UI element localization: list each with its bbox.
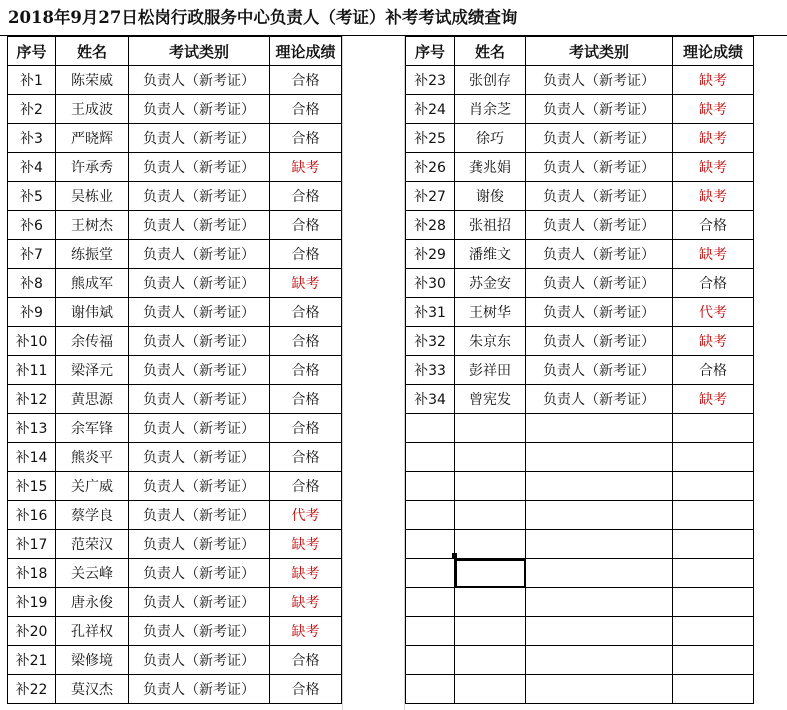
table-row <box>8 124 342 153</box>
table-row <box>406 153 754 182</box>
cell-category[interactable]: 负责人（新考证） <box>526 356 673 385</box>
cell-score[interactable]: 缺考 <box>673 240 754 269</box>
cell-name[interactable]: 陈荣威 <box>56 66 129 95</box>
empty-cell[interactable] <box>455 501 526 530</box>
cell-seq[interactable]: 补33 <box>406 356 455 385</box>
cell-seq[interactable]: 补8 <box>8 269 56 298</box>
table-row <box>8 66 342 95</box>
cell-category[interactable]: 负责人（新考证） <box>526 66 673 95</box>
table-row <box>406 356 754 385</box>
cell-score[interactable]: 代考 <box>270 501 342 530</box>
cell-score[interactable]: 缺考 <box>673 153 754 182</box>
cell-name[interactable]: 梁泽元 <box>56 356 129 385</box>
cell-category[interactable]: 负责人（新考证） <box>129 588 270 617</box>
table-row <box>406 95 754 124</box>
empty-cell[interactable] <box>526 414 673 443</box>
cell-name[interactable]: 余军锋 <box>56 414 129 443</box>
cell-category[interactable]: 负责人（新考证） <box>129 385 270 414</box>
cell-seq[interactable]: 补17 <box>8 530 56 559</box>
cell-score[interactable]: 缺考 <box>673 182 754 211</box>
empty-cell[interactable] <box>526 617 673 646</box>
empty-cell[interactable] <box>455 675 526 704</box>
left-results-table <box>7 36 342 704</box>
cell-category[interactable]: 负责人（新考证） <box>129 646 270 675</box>
cell-category[interactable]: 负责人（新考证） <box>129 269 270 298</box>
cell-name[interactable]: 许承秀 <box>56 153 129 182</box>
cell-name[interactable]: 熊成军 <box>56 269 129 298</box>
cell-name[interactable]: 张祖招 <box>455 211 526 240</box>
cell-seq[interactable]: 补4 <box>8 153 56 182</box>
table-row <box>406 298 754 327</box>
empty-cell[interactable] <box>673 646 754 675</box>
cell-seq[interactable]: 补7 <box>8 240 56 269</box>
cell-score[interactable]: 合格 <box>270 385 342 414</box>
cell-category[interactable]: 负责人（新考证） <box>129 356 270 385</box>
cell-name[interactable]: 谢俊 <box>455 182 526 211</box>
cell-score[interactable]: 缺考 <box>270 588 342 617</box>
cell-seq[interactable]: 补27 <box>406 182 455 211</box>
header-row <box>8 37 342 66</box>
empty-cell[interactable] <box>673 501 754 530</box>
empty-cell[interactable] <box>406 472 455 501</box>
empty-row <box>406 617 754 646</box>
cell-category[interactable]: 负责人（新考证） <box>526 327 673 356</box>
cell-score[interactable]: 合格 <box>673 211 754 240</box>
cell-name[interactable]: 王成波 <box>56 95 129 124</box>
cell-name[interactable]: 苏金安 <box>455 269 526 298</box>
empty-cell[interactable] <box>455 414 526 443</box>
gridline <box>342 36 343 710</box>
empty-cell[interactable] <box>673 472 754 501</box>
cell-seq[interactable]: 补32 <box>406 327 455 356</box>
table-row <box>8 153 342 182</box>
table-row <box>8 95 342 124</box>
empty-cell[interactable] <box>406 559 455 588</box>
empty-cell[interactable] <box>673 617 754 646</box>
empty-cell[interactable] <box>526 530 673 559</box>
cell-seq[interactable]: 补5 <box>8 182 56 211</box>
cell-seq[interactable]: 补14 <box>8 443 56 472</box>
cell-category[interactable]: 负责人（新考证） <box>129 501 270 530</box>
cell-seq[interactable]: 补22 <box>8 675 56 704</box>
header-score[interactable]: 理论成绩 <box>673 37 754 66</box>
empty-cell[interactable] <box>673 414 754 443</box>
header-name[interactable]: 姓名 <box>56 37 129 66</box>
sheet-title[interactable]: 2018年9月27日松岗行政服务中心负责人（考证）补考考试成绩查询 <box>0 0 787 36</box>
cell-score[interactable]: 缺考 <box>673 385 754 414</box>
cell-category[interactable]: 负责人（新考证） <box>129 530 270 559</box>
cell-seq[interactable]: 补30 <box>406 269 455 298</box>
cell-category[interactable]: 负责人（新考证） <box>129 298 270 327</box>
cell-category[interactable]: 负责人（新考证） <box>129 327 270 356</box>
cell-category[interactable]: 负责人（新考证） <box>526 153 673 182</box>
header-seq[interactable]: 序号 <box>406 37 455 66</box>
table-row <box>8 443 342 472</box>
cell-category[interactable]: 负责人（新考证） <box>129 124 270 153</box>
cell-score[interactable]: 合格 <box>270 675 342 704</box>
cell-seq[interactable]: 补26 <box>406 153 455 182</box>
header-category[interactable]: 考试类别 <box>129 37 270 66</box>
cell-score[interactable]: 合格 <box>270 240 342 269</box>
cell-category[interactable]: 负责人（新考证） <box>526 385 673 414</box>
cell-name[interactable]: 曾宪发 <box>455 385 526 414</box>
table-row <box>8 356 342 385</box>
empty-cell[interactable] <box>526 501 673 530</box>
empty-row <box>406 588 754 617</box>
header-seq[interactable]: 序号 <box>8 37 56 66</box>
cell-seq[interactable]: 补25 <box>406 124 455 153</box>
empty-cell[interactable] <box>526 588 673 617</box>
cell-name[interactable]: 龚兆娟 <box>455 153 526 182</box>
table-row <box>8 211 342 240</box>
cell-score[interactable]: 合格 <box>270 646 342 675</box>
cell-seq[interactable]: 补20 <box>8 617 56 646</box>
cell-score[interactable]: 缺考 <box>673 95 754 124</box>
cell-name[interactable]: 唐永俊 <box>56 588 129 617</box>
table-row <box>8 327 342 356</box>
empty-cell[interactable] <box>406 617 455 646</box>
header-row <box>406 37 754 66</box>
empty-cell[interactable] <box>673 675 754 704</box>
cell-name[interactable]: 熊炎平 <box>56 443 129 472</box>
table-row <box>8 269 342 298</box>
empty-cell[interactable] <box>455 617 526 646</box>
empty-cell[interactable] <box>526 675 673 704</box>
empty-cell[interactable] <box>673 559 754 588</box>
cell-category[interactable]: 负责人（新考证） <box>129 182 270 211</box>
table-row <box>8 559 342 588</box>
cell-score[interactable]: 合格 <box>270 356 342 385</box>
empty-cell[interactable] <box>406 588 455 617</box>
cell-name[interactable]: 严晓辉 <box>56 124 129 153</box>
cell-seq[interactable]: 补16 <box>8 501 56 530</box>
table-row <box>8 414 342 443</box>
empty-cell[interactable] <box>526 472 673 501</box>
cell-name[interactable]: 关广威 <box>56 472 129 501</box>
cell-name[interactable]: 徐巧 <box>455 124 526 153</box>
empty-cell[interactable] <box>406 530 455 559</box>
cell-score[interactable]: 合格 <box>270 66 342 95</box>
cell-seq[interactable]: 补23 <box>406 66 455 95</box>
empty-cell[interactable] <box>526 443 673 472</box>
table-row <box>8 530 342 559</box>
table-row <box>8 646 342 675</box>
cell-name[interactable]: 蔡学良 <box>56 501 129 530</box>
cell-seq[interactable]: 补11 <box>8 356 56 385</box>
cell-score[interactable]: 合格 <box>270 472 342 501</box>
table-row <box>8 385 342 414</box>
table-row <box>8 588 342 617</box>
cell-score[interactable]: 缺考 <box>270 559 342 588</box>
cell-seq[interactable]: 补9 <box>8 298 56 327</box>
cell-name[interactable]: 王树杰 <box>56 211 129 240</box>
cell-category[interactable]: 负责人（新考证） <box>129 472 270 501</box>
cell-score[interactable]: 合格 <box>270 95 342 124</box>
cell-seq[interactable]: 补24 <box>406 95 455 124</box>
cell-name[interactable]: 关云峰 <box>56 559 129 588</box>
cell-category[interactable]: 负责人（新考证） <box>526 124 673 153</box>
cell-seq[interactable]: 补28 <box>406 211 455 240</box>
cell-seq[interactable]: 补13 <box>8 414 56 443</box>
cell-score[interactable]: 合格 <box>270 414 342 443</box>
cell-category[interactable]: 负责人（新考证） <box>129 95 270 124</box>
empty-row <box>406 443 754 472</box>
cell-score[interactable]: 缺考 <box>673 327 754 356</box>
cell-name[interactable]: 吴栋业 <box>56 182 129 211</box>
empty-cell[interactable] <box>526 559 673 588</box>
header-name[interactable]: 姓名 <box>455 37 526 66</box>
cell-name[interactable]: 黄思源 <box>56 385 129 414</box>
cell-category[interactable]: 负责人（新考证） <box>129 414 270 443</box>
empty-cell[interactable] <box>406 443 455 472</box>
cell-seq[interactable]: 补12 <box>8 385 56 414</box>
selected-cell[interactable] <box>455 559 526 588</box>
cell-seq[interactable]: 补18 <box>8 559 56 588</box>
cell-name[interactable]: 谢伟斌 <box>56 298 129 327</box>
cell-name[interactable]: 范荣汉 <box>56 530 129 559</box>
cell-seq[interactable]: 补29 <box>406 240 455 269</box>
cell-score[interactable]: 合格 <box>270 298 342 327</box>
empty-cell[interactable] <box>673 588 754 617</box>
header-score[interactable]: 理论成绩 <box>270 37 342 66</box>
empty-cell[interactable] <box>455 646 526 675</box>
empty-cell[interactable] <box>455 588 526 617</box>
cell-name[interactable]: 余传福 <box>56 327 129 356</box>
cell-score[interactable]: 缺考 <box>270 530 342 559</box>
cell-score[interactable]: 合格 <box>270 182 342 211</box>
cell-score[interactable]: 缺考 <box>673 124 754 153</box>
table-row <box>8 182 342 211</box>
table-row <box>406 211 754 240</box>
table-row <box>406 182 754 211</box>
cell-category[interactable]: 负责人（新考证） <box>526 182 673 211</box>
table-row <box>8 240 342 269</box>
cell-category[interactable]: 负责人（新考证） <box>129 675 270 704</box>
empty-cell[interactable] <box>673 530 754 559</box>
cell-score[interactable]: 合格 <box>270 124 342 153</box>
cell-category[interactable]: 负责人（新考证） <box>129 559 270 588</box>
empty-row <box>406 472 754 501</box>
cell-name[interactable]: 王树华 <box>455 298 526 327</box>
cell-score[interactable]: 合格 <box>673 356 754 385</box>
table-row <box>406 327 754 356</box>
cell-name[interactable]: 梁修境 <box>56 646 129 675</box>
cell-seq[interactable]: 补10 <box>8 327 56 356</box>
cell-score[interactable]: 代考 <box>673 298 754 327</box>
header-category[interactable]: 考试类别 <box>526 37 673 66</box>
cell-category[interactable]: 负责人（新考证） <box>129 66 270 95</box>
empty-cell[interactable] <box>406 675 455 704</box>
empty-row <box>406 559 754 588</box>
cell-seq[interactable]: 补19 <box>8 588 56 617</box>
cell-name[interactable]: 肖余芝 <box>455 95 526 124</box>
cell-seq[interactable]: 补2 <box>8 95 56 124</box>
empty-cell[interactable] <box>406 501 455 530</box>
table-row <box>406 66 754 95</box>
cell-category[interactable]: 负责人（新考证） <box>129 617 270 646</box>
empty-row <box>406 675 754 704</box>
cell-name[interactable]: 张创存 <box>455 66 526 95</box>
cell-seq[interactable]: 补6 <box>8 211 56 240</box>
table-row <box>8 501 342 530</box>
cell-category[interactable]: 负责人（新考证） <box>129 240 270 269</box>
cell-score[interactable]: 缺考 <box>270 153 342 182</box>
empty-cell[interactable] <box>406 414 455 443</box>
cell-category[interactable]: 负责人（新考证） <box>526 240 673 269</box>
cell-score[interactable]: 合格 <box>673 269 754 298</box>
cell-score[interactable]: 缺考 <box>270 617 342 646</box>
cell-score[interactable]: 缺考 <box>673 66 754 95</box>
cell-seq[interactable]: 补34 <box>406 385 455 414</box>
empty-row <box>406 646 754 675</box>
cell-category[interactable]: 负责人（新考证） <box>526 211 673 240</box>
cell-name[interactable]: 彭祥田 <box>455 356 526 385</box>
table-row <box>8 298 342 327</box>
cell-score[interactable]: 合格 <box>270 327 342 356</box>
cell-category[interactable]: 负责人（新考证） <box>129 443 270 472</box>
cell-score[interactable]: 缺考 <box>270 269 342 298</box>
empty-row <box>406 501 754 530</box>
cell-category[interactable]: 负责人（新考证） <box>526 269 673 298</box>
cell-category[interactable]: 负责人（新考证） <box>129 211 270 240</box>
table-row <box>8 472 342 501</box>
cell-category[interactable]: 负责人（新考证） <box>526 298 673 327</box>
cell-name[interactable]: 朱京东 <box>455 327 526 356</box>
empty-row <box>406 530 754 559</box>
table-row <box>8 675 342 704</box>
table-row <box>406 269 754 298</box>
empty-cell[interactable] <box>455 443 526 472</box>
cell-category[interactable]: 负责人（新考证） <box>526 95 673 124</box>
cell-seq[interactable]: 补31 <box>406 298 455 327</box>
table-row <box>406 124 754 153</box>
cell-seq[interactable]: 补21 <box>8 646 56 675</box>
cell-name[interactable]: 莫汉杰 <box>56 675 129 704</box>
cell-seq[interactable]: 补1 <box>8 66 56 95</box>
table-row <box>406 240 754 269</box>
cell-seq[interactable]: 补3 <box>8 124 56 153</box>
empty-cell[interactable] <box>673 443 754 472</box>
cell-score[interactable]: 合格 <box>270 443 342 472</box>
cell-name[interactable]: 练振堂 <box>56 240 129 269</box>
empty-cell[interactable] <box>455 530 526 559</box>
empty-row <box>406 414 754 443</box>
cell-name[interactable]: 孔祥权 <box>56 617 129 646</box>
fill-handle[interactable] <box>452 553 457 558</box>
right-results-table <box>405 36 754 704</box>
empty-cell[interactable] <box>526 646 673 675</box>
cell-category[interactable]: 负责人（新考证） <box>129 153 270 182</box>
cell-name[interactable]: 潘维文 <box>455 240 526 269</box>
empty-cell[interactable] <box>455 472 526 501</box>
table-row <box>406 385 754 414</box>
cell-score[interactable]: 合格 <box>270 211 342 240</box>
empty-cell[interactable] <box>406 646 455 675</box>
table-row <box>8 617 342 646</box>
cell-seq[interactable]: 补15 <box>8 472 56 501</box>
